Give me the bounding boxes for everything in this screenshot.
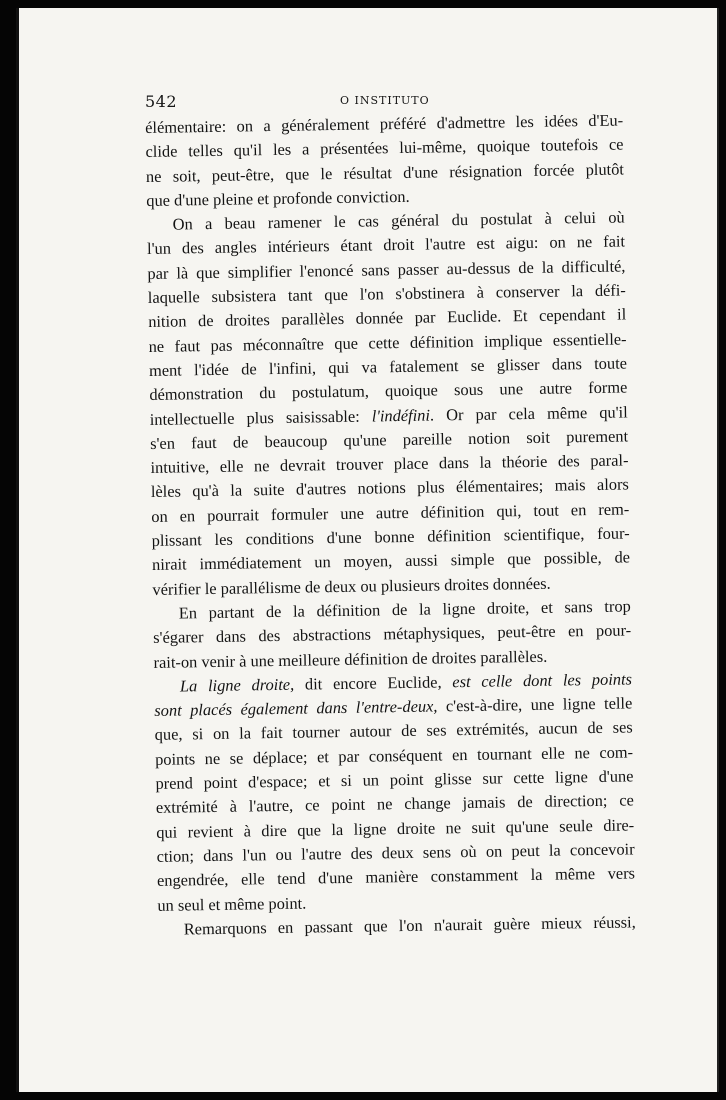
text-segment: que, si on la fait tourner autour de ses extrémités, aucun de ses — [154, 717, 633, 745]
text-segment: clide telles qu'il les a présentées lui-même, quoique toutefois ce — [145, 134, 624, 162]
text-segment: ne soit, peut-être, que le résultat d'une résignation forcée plutôt — [145, 159, 625, 186]
text-segment: s'en faut de beaucoup qu'une pareille notion soit purement — [149, 426, 629, 453]
text-segment: élémentaire: on a généralement préféré d'admettre les idées d'Eu- — [145, 110, 624, 137]
text-segment: Remarquons en passant que l'on n'aurait guère mieux réussi, — [183, 912, 636, 939]
text-segment: En partant de la définition de la ligne droite, et sans trop — [178, 596, 631, 623]
text-segment: un seul et même point. — [157, 893, 307, 915]
text-segment: on en pourrait formuler une autre définition qui, tout en rem- — [151, 499, 630, 526]
text-segment: ment l'idée de l'infini, qui va fatalement se glisser dans toute — [148, 353, 628, 380]
text-segment: engendrée, elle tend d'une manière constamment la même vers — [156, 863, 636, 891]
text-segment: nirait immédiatement un moyen, aussi simple que possible, de — [151, 547, 631, 575]
body-text — [145, 108, 636, 941]
text-segment: ction; dans l'un ou l'autre des deux sens où on peut la concevoir — [156, 839, 635, 866]
text-segment: ne faut pas méconnaître que cette définition implique essentielle- — [148, 329, 627, 356]
text-segment: nition de droites parallèles donnée par Euclide. Et cependant il — [148, 304, 627, 332]
text-segment: c'est-à-dire, une ligne telle — [437, 693, 633, 716]
running-head: O INSTITUTO — [340, 94, 430, 107]
text-segment: points ne se déplace; et par conséquent en tournant elle ne com- — [154, 742, 634, 769]
text-segment: rait-on venir à une meilleure définition de droites parallèles. — [153, 646, 548, 672]
italic-text-segment: l'indéfini — [371, 405, 431, 426]
text-segment: l'un des angles intérieurs étant droit l'autre est aigu: on ne fait — [146, 231, 626, 259]
text-segment: que d'une pleine et profonde conviction. — [146, 186, 410, 210]
text-segment: laquelle subsistera tant que l'on s'obstinera à conserver la défi- — [147, 280, 626, 308]
italic-text-segment: sont placés également dans l'entre-deux, — [154, 696, 438, 721]
text-segment: plissant les conditions d'une bonne définition scientifique, four- — [151, 523, 630, 550]
text-segment: qui revient à dire que la ligne droite ne suit qu'une seule dire- — [156, 815, 635, 842]
text-segment: vérifier le parallélisme de deux ou plusieurs droites données. — [152, 573, 551, 599]
text-segment: dit encore Euclide, — [294, 672, 453, 694]
text-segment: extrémité à l'autre, ce point ne change jamais de direction; ce — [155, 790, 634, 818]
text-segment: s'égarer dans des abstractions métaphysiques, peut-être en pour- — [153, 620, 632, 648]
text-segment: On a beau ramener le cas général du postulat à celui où — [172, 207, 625, 234]
page-number: 542 — [145, 92, 178, 111]
text-segment: intellectuelle plus saisissable: — [149, 406, 372, 429]
text-segment: . Or par cela même qu'il — [429, 402, 628, 425]
italic-text-segment: est celle dont les points — [452, 669, 633, 692]
text-segment: lèles qu'à la suite d'autres notions plus élémentaires; mais alors — [150, 474, 629, 502]
text-segment: prend point d'espace; et si un point glisse sur cette ligne d'une — [155, 766, 634, 793]
text-segment: démonstration du postulatum, quoique sous une autre forme — [149, 377, 628, 405]
text-segment: intuitive, elle ne devrait trouver place dans la théorie des paral- — [150, 450, 629, 478]
text-segment: par là que simplifier l'enoncé sans passer au-dessus de la difficulté, — [147, 256, 626, 283]
italic-text-segment: La ligne droite, — [179, 674, 295, 696]
